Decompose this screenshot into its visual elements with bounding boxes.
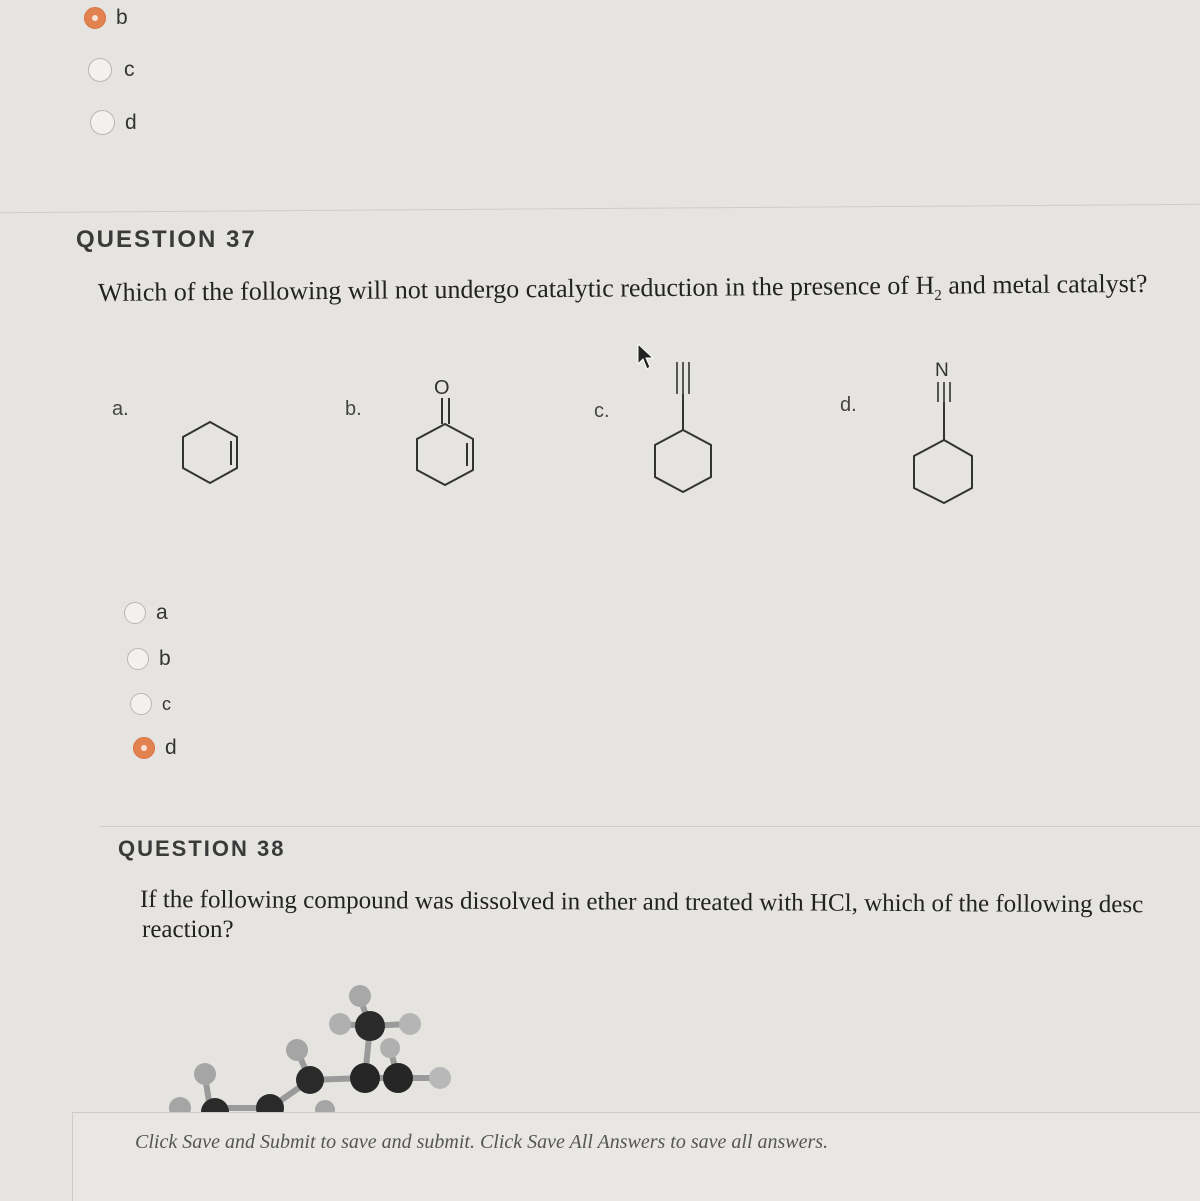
q37-option-b[interactable]	[127, 647, 171, 671]
radio-button[interactable]	[127, 648, 149, 670]
question-divider	[0, 204, 1200, 213]
question-38-text-line2: reaction?	[142, 916, 234, 943]
cyclohexenone-structure	[412, 374, 482, 492]
option-label: b	[116, 6, 128, 29]
option-label: b	[159, 647, 171, 670]
footer-instructions: Click Save and Submit to save and submit. Click Save All Answers to save all answers.	[135, 1131, 829, 1153]
option-label: d	[165, 736, 177, 759]
q37-option-a[interactable]	[124, 601, 168, 625]
structure-label-a: a.	[112, 398, 129, 420]
mouse-cursor-icon	[636, 342, 656, 372]
question-38-heading: QUESTION 38	[118, 836, 286, 861]
option-label: d	[125, 110, 137, 134]
option-label: a	[156, 601, 168, 624]
question-38-text-line1: If the following compound was dissolved in ether and treated with HCl, which of the following desc	[139, 886, 1144, 919]
structure-label-b: b.	[345, 398, 362, 420]
radio-button[interactable]	[124, 602, 146, 624]
radio-button[interactable]	[130, 693, 152, 715]
question-37-text	[98, 269, 1148, 312]
cyclohexanecarbonitrile-structure	[910, 356, 976, 506]
option-label: c	[124, 58, 135, 81]
cyclohexene-structure	[180, 420, 240, 486]
nitrogen-atom: N	[935, 360, 949, 381]
question-text-part: Which of the following will not undergo catalytic reduction in the presence of H	[97, 270, 935, 307]
prev-option-b[interactable]	[84, 6, 128, 30]
oxygen-atom: O	[434, 377, 450, 399]
ethynylcyclohexane-structure	[652, 360, 716, 498]
radio-button[interactable]	[133, 737, 155, 759]
question-divider	[100, 826, 1200, 827]
question-37-heading: QUESTION 37	[76, 226, 257, 253]
subscript: 2	[934, 287, 942, 304]
question-text-part: and metal catalyst?	[941, 268, 1148, 300]
submit-footer	[72, 1112, 1200, 1201]
radio-button[interactable]	[88, 58, 112, 82]
structure-label-d: d.	[840, 394, 857, 416]
radio-button[interactable]	[84, 7, 106, 29]
q37-option-c[interactable]	[130, 693, 171, 715]
radio-button[interactable]	[90, 110, 115, 135]
molecule-model-image	[160, 978, 480, 1118]
prev-option-c[interactable]	[88, 58, 135, 82]
prev-option-d[interactable]	[90, 110, 137, 135]
option-label: c	[162, 693, 171, 714]
structure-label-c: c.	[594, 400, 610, 422]
q37-option-d[interactable]	[133, 736, 177, 760]
